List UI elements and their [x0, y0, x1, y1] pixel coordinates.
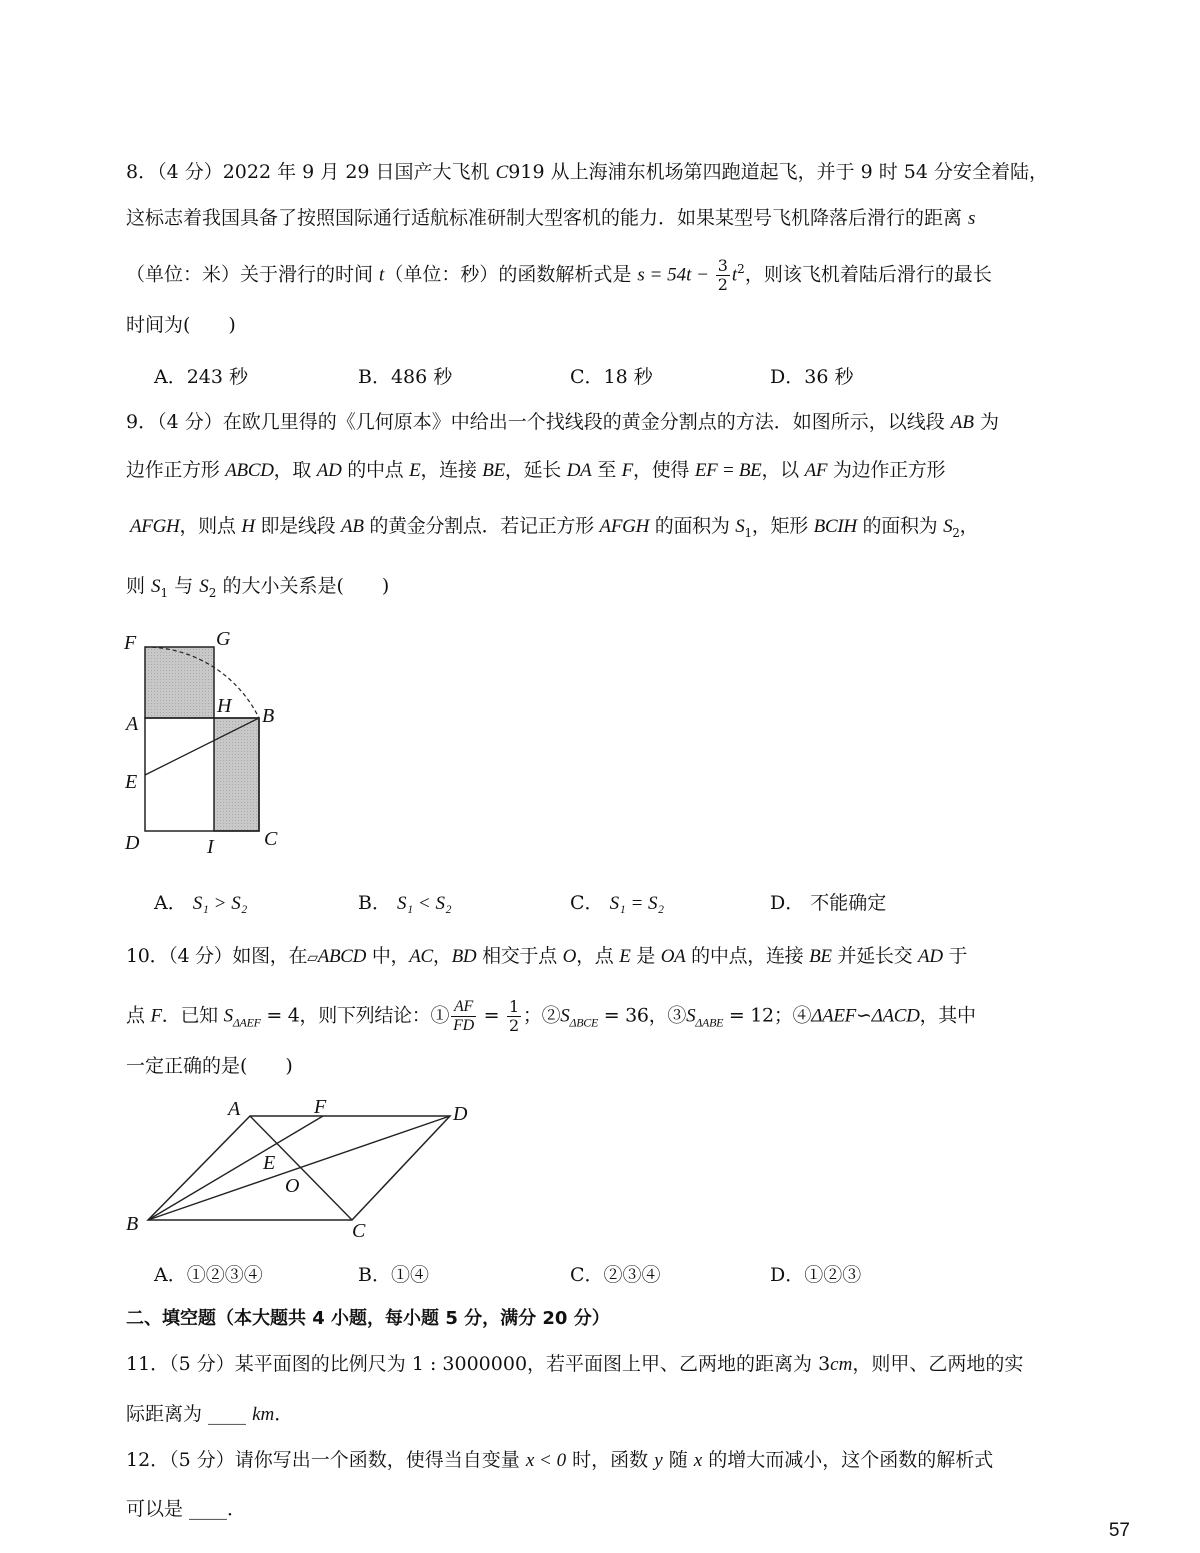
- option-prefix: B．: [358, 892, 391, 914]
- q8-text: （单位：米）关于滑行的时间: [126, 263, 380, 286]
- q10-var: BD: [451, 946, 477, 967]
- label-d: D: [453, 1103, 468, 1125]
- q8-formula: t: [731, 264, 738, 286]
- q10-text: 点: [126, 1004, 151, 1027]
- q9-text: 的面积为: [649, 515, 736, 537]
- label-f: F: [124, 632, 137, 654]
- q9-var: ABCD: [225, 460, 274, 481]
- q10-option-c: C．②③④: [570, 1264, 661, 1286]
- q8-line4: [126, 313, 236, 337]
- q9-text: 的黄金分割点．若记正方形: [363, 515, 600, 537]
- page-number: 57: [1108, 1520, 1130, 1541]
- q8-text: 时间为( ): [126, 314, 236, 336]
- q9-text: ，以: [761, 459, 805, 481]
- q9-line3: [130, 514, 978, 545]
- q10-var: S: [223, 1005, 233, 1027]
- q11-line2: [126, 1402, 293, 1427]
- q8-text: （单位：秒）的函数解析式是: [384, 263, 638, 286]
- q10-text: ，点: [576, 945, 620, 967]
- q8-var: t: [379, 264, 385, 286]
- option-expr: S₁ > S₂: [192, 893, 248, 914]
- q9-text: 的大小关系是( ): [216, 575, 390, 597]
- option-prefix: C．: [570, 892, 604, 914]
- frac-den: 2: [509, 1016, 519, 1035]
- q10-line2: [126, 998, 976, 1035]
- q10-var: S: [560, 1005, 570, 1027]
- q10-text: = 4，则下列结论：①: [260, 1004, 450, 1027]
- q8-option-b: B．486 秒: [358, 366, 453, 388]
- q10-option-d: D．①②③: [770, 1264, 862, 1286]
- q10-option-a: A．①②③④: [154, 1264, 263, 1286]
- q9-var: H: [241, 516, 255, 537]
- q10-var: F: [150, 1005, 162, 1027]
- label-a: A: [126, 713, 139, 735]
- q8-fraction: [716, 257, 730, 294]
- q9-line4: [126, 574, 389, 605]
- q12-var: y: [654, 1450, 663, 1471]
- q8-option-a: A．243 秒: [154, 366, 249, 388]
- q8-var: s: [968, 208, 976, 229]
- label-h: H: [217, 695, 232, 717]
- q9-var: EF = BE: [694, 460, 762, 481]
- q10-fraction-half: [507, 998, 521, 1035]
- q12-text: 的增大而减小，这个函数的解析式: [702, 1449, 994, 1471]
- q10-text: 于: [942, 945, 968, 967]
- q9-var: S: [151, 576, 161, 597]
- q8-text: ，则该飞机着陆后滑行的最长: [744, 263, 992, 286]
- q9-var: AB: [341, 516, 364, 537]
- q9-line1: [126, 410, 999, 435]
- q9-sub: 2: [952, 525, 960, 540]
- q8-text: 8．（4 分）2022 年 9 月 29 日国产大飞机: [126, 161, 496, 183]
- rectangle-bcih: [214, 718, 259, 831]
- q8-option-d: D．36 秒: [770, 366, 854, 388]
- q10-text: ；②: [522, 1004, 561, 1027]
- q9-var: F: [621, 460, 633, 481]
- q10-line1: [126, 944, 967, 970]
- q10-text: 一定正确的是( ): [126, 1055, 293, 1077]
- q9-text: 的中点: [341, 459, 410, 481]
- frac-den: 2: [717, 275, 728, 294]
- option-expr: 不能确定: [810, 892, 887, 914]
- q9-var: AB: [950, 412, 974, 433]
- q10-text: 相交于点: [476, 945, 563, 967]
- q9-sub: 1: [744, 525, 752, 540]
- q11-line1: [126, 1352, 1023, 1377]
- q10-var: BE: [809, 946, 832, 967]
- q10-line3: [126, 1054, 293, 1078]
- q9-golden-section-figure: [118, 625, 318, 860]
- q10-parallelogram-figure: [120, 1092, 480, 1242]
- q10-var: AC: [409, 946, 433, 967]
- option-prefix: D．: [770, 892, 805, 914]
- q8-var: C: [495, 162, 509, 183]
- q9-line2: [126, 458, 945, 483]
- q9-text: 与: [168, 575, 200, 597]
- q9-var: BE: [482, 460, 505, 481]
- q10-fraction-af-fd: [451, 998, 476, 1035]
- q10-option-b: B．①④: [358, 1264, 429, 1286]
- q10-text: 并延长交: [831, 945, 919, 967]
- q9-var: S: [943, 516, 953, 537]
- label-c: C: [264, 828, 278, 850]
- q9-text: 即是线段: [254, 515, 342, 537]
- q10-sub: ΔAEF: [232, 1015, 261, 1030]
- q12-var: x: [693, 1450, 703, 1471]
- section-heading-fill-blank: 二、填空题（本大题共 4 小题，每小题 5 分，满分 20 分）: [126, 1308, 610, 1329]
- label-c: C: [352, 1220, 366, 1242]
- option-expr: S₁ < S₂: [397, 893, 452, 914]
- label-e: E: [125, 771, 138, 793]
- q12-text: 随: [662, 1449, 694, 1471]
- q10-var: S: [686, 1005, 696, 1027]
- q9-text: 则: [126, 575, 152, 597]
- q9-option-d: [770, 888, 886, 915]
- q9-text: 至: [591, 459, 622, 481]
- frac-num: 3: [717, 256, 728, 275]
- q9-text: ，取: [273, 459, 317, 481]
- q8-line3: [126, 257, 992, 294]
- q10-text: 10．（4 分）如图，在: [126, 945, 308, 967]
- option-expr: S₁ = S₂: [609, 893, 665, 914]
- q10-text: ，: [432, 945, 452, 967]
- q8-line2: [126, 206, 975, 231]
- q10-text: ．已知: [161, 1004, 224, 1027]
- q10-sub: ΔBCE: [569, 1015, 599, 1030]
- q10-text: ，其中: [919, 1004, 976, 1027]
- q10-sub: ΔABE: [695, 1015, 724, 1030]
- q10-var: O: [562, 946, 577, 967]
- label-i: I: [207, 836, 214, 858]
- q9-sub: 2: [208, 585, 217, 600]
- q8-exponent: 2: [737, 262, 745, 277]
- q11-text: 11．（5 分）某平面图的比例尺为 1 : 3000000，若平面图上甲、乙两地的距离为 3: [126, 1353, 831, 1375]
- label-f: F: [314, 1096, 327, 1118]
- q9-var: S: [735, 516, 745, 537]
- frac-num: AF: [451, 998, 476, 1017]
- q9-text: ，: [959, 515, 979, 537]
- q11-unit: cm: [830, 1354, 853, 1375]
- label-g: G: [216, 628, 231, 650]
- q9-text: ，连接: [420, 459, 483, 481]
- q10-text: = 36，③: [598, 1004, 687, 1027]
- q9-var: BCIH: [813, 516, 857, 537]
- label-o: O: [285, 1175, 300, 1197]
- parallelogram-symbol: ▱: [307, 950, 318, 966]
- q8-line1: [126, 160, 1048, 185]
- q9-var: AFGH: [599, 516, 649, 537]
- label-a: A: [228, 1098, 241, 1120]
- q9-option-a: [154, 888, 247, 915]
- q9-option-b: [358, 888, 452, 915]
- q9-text: 边作正方形: [126, 459, 226, 481]
- square-afgh: [145, 647, 214, 718]
- q10-text: 中，: [366, 945, 410, 967]
- frac-num: 1: [509, 997, 519, 1016]
- q10-var: ABCD: [317, 946, 367, 967]
- q9-var: E: [409, 460, 421, 481]
- q8-formula: s = 54t −: [637, 264, 714, 286]
- q8-text: 这标志着我国具备了按照国际通行适航标准研制大型客机的能力．如果某型号飞机降落后滑行的距离: [126, 207, 969, 229]
- q9-text: ，则点: [179, 515, 242, 537]
- diagonal-bd: [148, 1116, 450, 1220]
- q11-text: ，则甲、乙两地的实: [852, 1353, 1024, 1375]
- q9-text: 9．（4 分）在欧几里得的《几何原本》中给出一个找线段的黄金分割点的方法．如图所示，以线段: [126, 411, 951, 433]
- q8-text: 919 从上海浦东机场第四跑道起飞，并于 9 时 54 分安全着陆，: [508, 161, 1048, 183]
- q9-var: AD: [316, 460, 342, 481]
- q10-text: =: [477, 1004, 505, 1027]
- q9-sub: 1: [160, 585, 169, 600]
- label-e: E: [263, 1152, 276, 1174]
- label-b: B: [262, 705, 275, 727]
- q12-line2: [126, 1497, 246, 1521]
- q9-var: AFGH: [130, 516, 180, 537]
- q10-var: E: [619, 946, 631, 967]
- q10-var: OA: [660, 946, 686, 967]
- q10-text: = 12；④: [723, 1004, 812, 1027]
- q12-line1: [126, 1448, 993, 1473]
- q9-var: S: [199, 576, 209, 597]
- q9-text: ，使得: [632, 459, 695, 481]
- q12-text: 12．（5 分）请你写出一个函数，使得当自变量: [126, 1449, 526, 1471]
- q9-text: 为边作正方形: [827, 459, 946, 481]
- q10-text: 的中点，连接: [685, 945, 810, 967]
- q12-var: x < 0: [525, 1450, 567, 1471]
- frac-den: FD: [453, 1017, 474, 1034]
- q9-text: ，延长: [504, 459, 567, 481]
- q11-text: ．: [274, 1403, 294, 1425]
- q10-text: 是: [630, 945, 661, 967]
- q9-option-c: [570, 888, 664, 915]
- q9-var: DA: [566, 460, 592, 481]
- label-b: B: [126, 1213, 139, 1235]
- q9-var: AF: [804, 460, 828, 481]
- label-d: D: [125, 832, 140, 854]
- q11-text: 际距离为 ____: [126, 1403, 253, 1425]
- q10-var: AD: [918, 946, 943, 967]
- option-prefix: A．: [154, 892, 187, 914]
- q12-text: 时，函数: [566, 1449, 655, 1471]
- q9-text: ，矩形: [751, 515, 814, 537]
- q9-text: 的面积为: [856, 515, 944, 537]
- q11-unit: km: [252, 1404, 275, 1425]
- q9-text: 为: [973, 411, 1000, 433]
- q12-text: 可以是 ____．: [126, 1498, 247, 1520]
- q10-var: ΔAEF∽ΔACD: [811, 1005, 920, 1027]
- q8-option-c: C．18 秒: [570, 366, 653, 388]
